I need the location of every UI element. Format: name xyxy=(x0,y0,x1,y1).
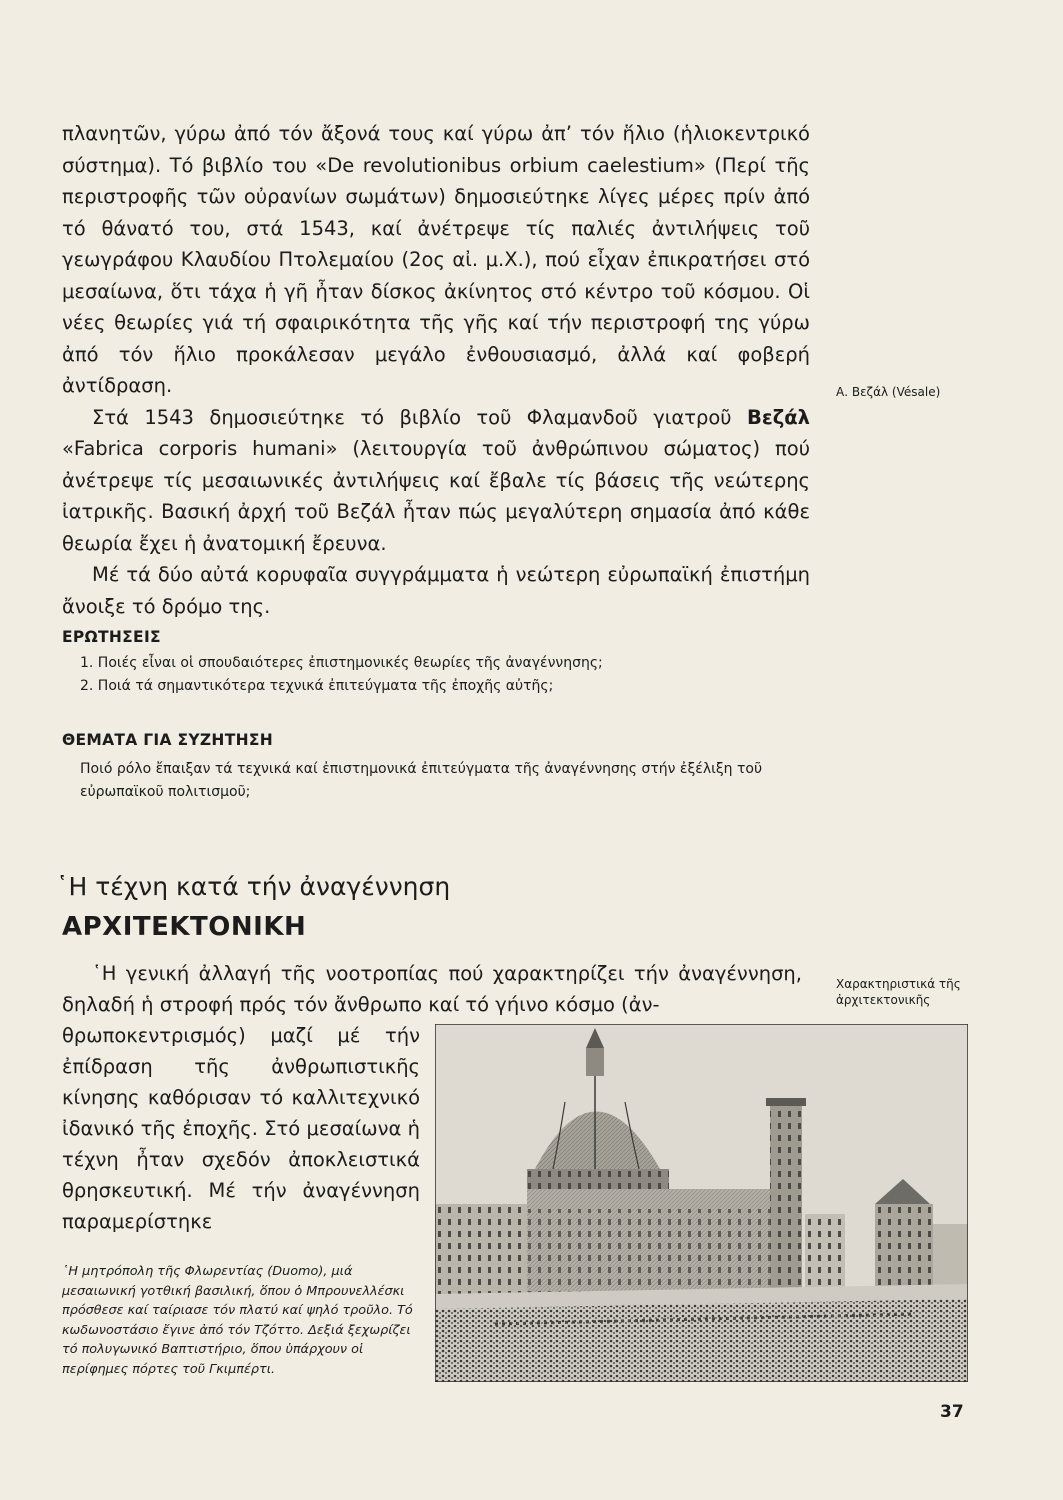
questions-heading: ΕΡΩΤΗΣΕΙΣ xyxy=(62,628,161,646)
intro-paragraph-1: πλανητῶν, γύρω ἀπό τόν ἄξονά τους καί γύρω ἀπ’ τόν ἥλιο (ἡλιοκεντρικό σύστημα). Τό βιβλίο του «De revolutionibus orbium caelestium» (Περί τῆς περιστροφῆς τῶν οὐρανίων σωμάτων) δημοσιεύτηκε λίγες μέρες πρίν ἀπό τό θάνατό του, στά 1543, καί ἀνέτρεψε τίς παλιές ἀντιλήψεις τοῦ γεωγράφου Κλαυδίου Πτολεμαίου (2ος αἰ. μ.Χ.), πού εἶχαν ἐπικρατήσει στό μεσαίωνα, ὅτι τάχα ἡ γῆ ἦταν δίσκος ἀκίνητος στό κέντρο τοῦ κόσμου. Οἱ νέες θεωρίες γιά τή σφαιρικότητα τῆς γῆς καί τήν περιστροφή της γύρω ἀπό τόν ἥλιο προκάλεσαν μεγάλο ἐνθουσιασμό, ἀλλά καί φοβερή ἀντίδραση. xyxy=(62,122,810,397)
intro-paragraph-2-end: «Fabrica corporis humani» (λειτουργία τοῦ ἀνθρώπινου σώματος) πού ἀνέτρεψε τίς μεσαιωνικές ἀντιλήψεις καί ἔβαλε τίς βάσεις τῆς νεώτερης ἰατρικῆς. Βασική ἀρχή τοῦ Βεζάλ ἦταν πώς μεγαλύτερη σημασία ἀπό κάθε θεωρία ἔχει ἡ ἀνατομική ἔρευνα. xyxy=(62,437,810,555)
architecture-text-narrow: θρωποκεντρισμός) μαζί μέ τήν ἐπίδραση τῆς ἀνθρωπιστικῆς κίνησης καθόρισαν τό καλλιτεχνικό ἰδανικό τῆς ἐποχῆς. Στό μεσαίωνα ἡ τέχνη ἦταν σχεδόν ἀποκλειστικά θρησκευτική. Μέ τήν ἀναγέννηση παραμερίστηκε xyxy=(62,1024,420,1233)
vesale-name: Βεζάλ xyxy=(747,405,810,429)
intro-paragraph-3: Μέ τά δύο αὐτά κορυφαῖα συγγράμματα ἡ νεώτερη εὐρωπαϊκή ἐπιστήμη ἄνοιξε τό δρόμο της. xyxy=(62,563,810,618)
architecture-margin-note xyxy=(836,976,961,1008)
intro-text xyxy=(62,118,810,622)
question-item: 1. Ποιές εἶναι οἱ σπουδαιότερες ἐπιστημονικές θεωρίες τῆς ἀναγέννησης; xyxy=(80,655,603,671)
architecture-text-full: ῾Η γενική ἀλλαγή τῆς νοοτροπίας πού χαρακτηρίζει τήν ἀναγέννηση, δηλαδή ἡ στροφή πρός τόν ἄνθρωπο καί τό γήινο κόσμο (ἀν- xyxy=(62,962,802,1016)
florence-duomo-engraving xyxy=(435,1024,968,1382)
architecture-margin-note-line2: ἀρχιτεκτονικῆς xyxy=(836,993,931,1007)
photo-caption: ῾Η μητρόπολη τῆς Φλωρεντίας (Duomo), μιά μεσαιωνική γοτθική βασιλική, ὅπου ὁ Μπρουνελλέσκι πρόσθεσε καί ταίριασε τόν πλατύ καί ψηλό τροῦλο. Τό κωδωνοστάσιο ἔγινε ἀπό τόν Τζόττο. Δεξιά ξεχωρίζει τό πολυγωνικό Βαπτιστήριο, ὅπου ὑπάρχουν οἱ περίφημες πόρτες τοῦ Γκιμπέρτι. xyxy=(62,1264,413,1377)
intro-paragraph-2-start: Στά 1543 δημοσιεύτηκε τό βιβλίο τοῦ Φλαμανδοῦ γιατροῦ xyxy=(92,405,748,429)
discussion-heading: ΘΕΜΑΤΑ ΓΙΑ ΣΥΖΗΤΗΣΗ xyxy=(62,731,274,749)
intro-paragraph-2 xyxy=(62,402,810,560)
question-item: 2. Ποιά τά σημαντικότερα τεχνικά ἐπιτεύγματα τῆς ἐποχῆς αὐτῆς; xyxy=(80,678,554,694)
vesale-margin-note: Α. Βεζάλ (Vésale) xyxy=(836,385,941,399)
architecture-heading: ΑΡΧΙΤΕΚΤΟΝΙΚΗ xyxy=(62,912,307,942)
section-title: ῾Η τέχνη κατά τήν ἀναγέννηση xyxy=(56,872,451,901)
page-number: 37 xyxy=(940,1402,964,1422)
architecture-margin-note-line1: Χαρακτηριστικά τῆς xyxy=(836,977,961,991)
discussion-text: Ποιό ρόλο ἔπαιξαν τά τεχνικά καί ἐπιστημονικά ἐπιτεύγματα τῆς ἀναγέννησης στήν ἐξέλιξη τοῦ εὐρωπαϊκοῦ πολιτισμοῦ; xyxy=(80,761,763,800)
questions-list xyxy=(80,652,603,698)
